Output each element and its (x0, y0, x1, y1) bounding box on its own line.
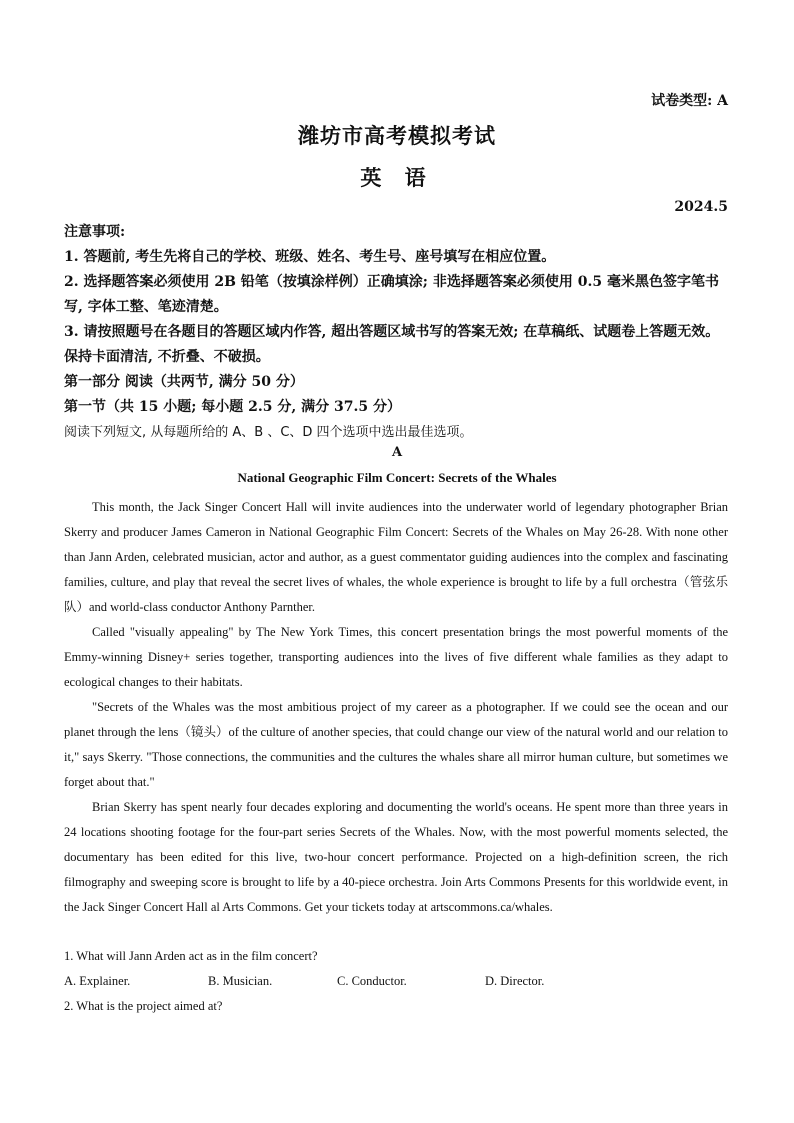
passage-body (64, 495, 728, 920)
option-c: C. Conductor. (337, 974, 407, 988)
notice-item-1: 1. 答题前, 考生先将自己的学校、班级、姓名、考生号、座号填写在相应位置。 (64, 249, 556, 265)
question-2-stem: 2. What is the project aimed at? (64, 999, 223, 1013)
passage-paragraph: This month, the Jack Singer Concert Hall will invite audiences into the underwater world of legendary photographer Brian Skerry and producer James Cameron in National Geographic Film Concert: Secrets of the Whales on May 26-28. With none other than Jann Arden, celebrated musician, actor and author, as a guest commentator guiding audiences into the complex and fascinating families, culture, and play that reveal the secret lives of whales, the whole experience is brought to life by a full orchestra（管弦乐队）and world-class conductor Anthony Parnther. (64, 500, 728, 614)
question-1-options (64, 969, 728, 994)
exam-date: 2024.5 (674, 199, 728, 215)
questions-block (64, 944, 728, 1019)
passage-title: National Geographic Film Concert: Secrets of the Whales (237, 470, 557, 485)
option-a: A. Explainer. (64, 974, 131, 988)
notice-item-3: 3. 请按照题号在各题目的答题区域内作答, 超出答题区域书写的答案无效; 在草稿纸、试题卷上答题无效。保持卡面清洁, 不折叠、不破损。 (64, 324, 720, 365)
exam-title: 潍坊市高考模拟考试 (298, 123, 496, 148)
subject-title: 英 语 (360, 165, 434, 190)
option-d: D. Director. (485, 974, 545, 988)
passage-letter: A (391, 445, 403, 460)
notice-heading: 注意事项: (64, 224, 126, 240)
paper-type-label: 试卷类型: A (651, 93, 728, 109)
passage-paragraph: "Secrets of the Whales was the most ambitious project of my career as a photographer. If we could see the ocean and our planet through the lens（镜头）of the culture of another species, that could change our view of the natural world and our relation to it," says Skerry. "Those connections, the communities and the cultures the whales share all mirror human culture, but sometimes we forget about that." (64, 700, 728, 789)
reading-instruction: 阅读下列短文, 从每题所给的 A、B 、C、D 四个选项中选出最佳选项。 (64, 425, 473, 440)
notice-item-2: 2. 选择题答案必须使用 2B 铅笔（按填涂样例）正确填涂; 非选择题答案必须使用 0.5 毫米黑色签字笔书写, 字体工整、笔迹清楚。 (64, 274, 719, 315)
passage-paragraph: Brian Skerry has spent nearly four decades exploring and documenting the world's oceans. He spent more than three years in 24 locations shooting footage for the four-part series Secrets of the Whales. Now, with the most powerful moments selected, the documentary has been edited for this live, two-hour concert performance. Projected on a high-definition screen, the rich filmography and sweeping score is brought to life by a 40-piece orchestra. Join Arts Commons Presents for this worldwide event, in the Jack Singer Concert Hall al Arts Commons. Get your tickets today at artscommons.ca/whales. (64, 800, 728, 914)
question-1-stem: 1. What will Jann Arden act as in the film concert? (64, 949, 318, 963)
part-heading: 第一部分 阅读（共两节, 满分 50 分） (64, 374, 304, 390)
passage-paragraph: Called "visually appealing" by The New York Times, this concert presentation brings the most powerful moments of the Emmy-winning Disney+ series together, transporting audiences into the lives of five different whale families as they adapt to ecological changes to their habitats. (64, 625, 728, 689)
section-heading: 第一节（共 15 小题; 每小题 2.5 分, 满分 37.5 分） (64, 399, 401, 415)
option-b: B. Musician. (208, 974, 273, 988)
notice-section (64, 220, 728, 420)
